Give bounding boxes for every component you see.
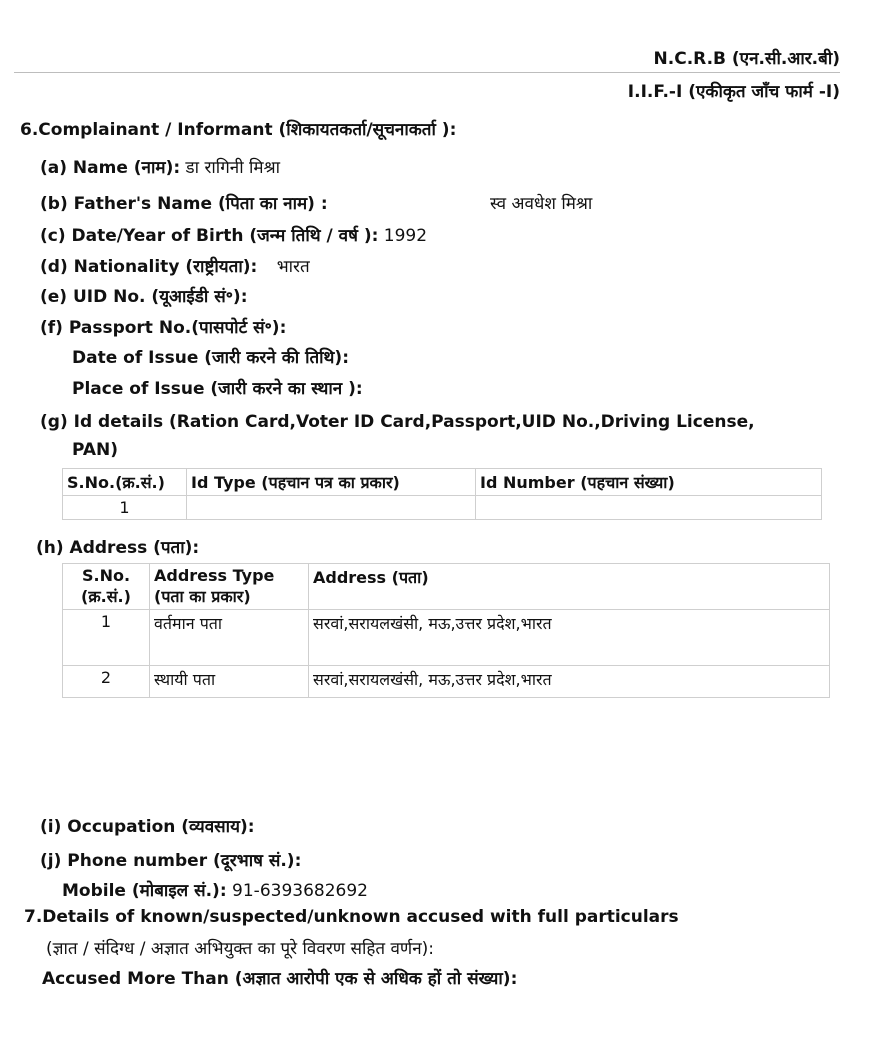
dob-value: 1992	[383, 226, 428, 246]
id-details-label: (g) Id details (Ration Card,Voter ID Card,Passport,UID No.,Driving License,	[40, 412, 755, 432]
cell-sno: 1	[63, 496, 187, 520]
section-7-title: 7.Details of known/suspected/unknown accused with full particulars	[24, 907, 679, 927]
address-label: (h) Address (पता):	[36, 538, 200, 558]
col-address: Address (पता)	[309, 564, 830, 610]
dob-label: (c) Date/Year of Birth (जन्म तिथि / वर्ष ):	[40, 226, 379, 246]
header-divider	[14, 72, 840, 73]
nationality-row	[40, 254, 310, 277]
place-of-issue-label: Place of Issue (जारी करने का स्थान ):	[72, 379, 363, 399]
col-address-type: Address Type (पता का प्रकार)	[150, 564, 309, 610]
father-name-label: (b) Father's Name (पिता का नाम) :	[40, 194, 328, 214]
cell-address: सरवां,सरायलखंसी, मऊ,उत्तर प्रदेश,भारत	[309, 666, 830, 698]
section-6-title: 6.Complainant / Informant (शिकायतकर्ता/सूचनाकर्ता ):	[20, 120, 457, 140]
cell-address-type: स्थायी पता	[150, 666, 309, 698]
father-name-value: स्व अवधेश मिश्रा	[490, 194, 593, 214]
cell-id-number	[476, 496, 822, 520]
address-table	[62, 563, 830, 698]
cell-address: सरवां,सरायलखंसी, मऊ,उत्तर प्रदेश,भारत	[309, 610, 830, 666]
father-name-row	[40, 191, 328, 214]
nationality-label: (d) Nationality (राष्ट्रीयता):	[40, 257, 258, 277]
occupation-label: (i) Occupation (व्यवसाय):	[40, 817, 255, 837]
cell-sno: 1	[63, 610, 150, 666]
table-row	[63, 666, 830, 698]
mobile-label: Mobile (मोबाइल सं.):	[62, 881, 227, 901]
accused-more-than-label: Accused More Than (अज्ञात आरोपी एक से अधिक हों तो संख्या):	[42, 969, 518, 989]
table-row	[63, 610, 830, 666]
iif-header: I.I.F.-I (एकीकृत जाँच फार्म -I)	[627, 82, 840, 102]
nationality-value: भारत	[276, 257, 310, 277]
dob-row	[40, 223, 427, 246]
col-sno: S.No.(क्र.सं.)	[63, 469, 187, 496]
table-header-row	[63, 469, 822, 496]
phone-label: (j) Phone number (दूरभाष सं.):	[40, 851, 302, 871]
id-details-table	[62, 468, 822, 520]
cell-id-type	[187, 496, 476, 520]
cell-address-type: वर्तमान पता	[150, 610, 309, 666]
name-value: डा रागिनी मिश्रा	[185, 158, 281, 178]
col-id-number: Id Number (पहचान संख्या)	[476, 469, 822, 496]
table-row	[63, 496, 822, 520]
col-sno: S.No. (क्र.सं.)	[63, 564, 150, 610]
table-header-row	[63, 564, 830, 610]
name-row	[40, 155, 280, 178]
cell-sno: 2	[63, 666, 150, 698]
name-label: (a) Name (नाम):	[40, 158, 181, 178]
section-7-subtitle: (ज्ञात / संदिग्ध / अज्ञात अभियुक्त का पूरे विवरण सहित वर्णन):	[46, 939, 435, 959]
id-details-label-cont: PAN)	[72, 440, 119, 460]
date-of-issue-label: Date of Issue (जारी करने की तिथि):	[72, 348, 349, 368]
mobile-row	[62, 878, 368, 901]
col-id-type: Id Type (पहचान पत्र का प्रकार)	[187, 469, 476, 496]
uid-label: (e) UID No. (यूआईडी सं॰):	[40, 287, 248, 307]
mobile-value: 91-6393682692	[232, 881, 368, 901]
passport-label: (f) Passport No.(पासपोर्ट सं॰):	[40, 318, 287, 338]
ncrb-header: N.C.R.B (एन.सी.आर.बी)	[653, 49, 840, 69]
